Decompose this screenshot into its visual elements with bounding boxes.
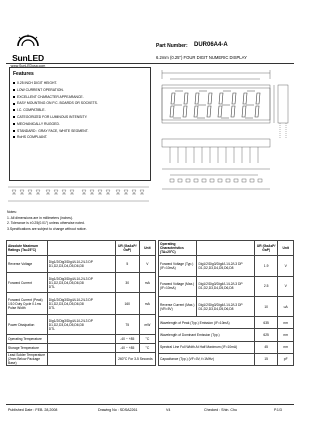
table-row: Wavelength of Peak (Typ.) Emission (IF=10mA) 635 nm: [159, 317, 294, 329]
bullet-icon: [13, 136, 15, 138]
absolute-max-ratings-table: [6, 240, 156, 366]
table-row: Forward Voltage (Typ.) (IF=10mA) Dig1/2/Dig3/Dig4/L1/L2/L3 DP D1,D2,D3,D4,D5,D6,D8 1.9 V: [159, 256, 294, 276]
part-number-value: DUR06A4-A: [194, 42, 228, 48]
logo-sun-icon: [6, 34, 50, 48]
bullet-icon: [13, 116, 15, 118]
feature-item: I.C. COMPATIBLE.: [13, 107, 98, 114]
specs-tables: [6, 240, 294, 366]
bullet-icon: [13, 130, 15, 132]
feature-item: LOW CURRENT OPERATION.: [13, 87, 98, 94]
features-list: [13, 80, 98, 141]
published-date: Published Date : FEB. 28,2008: [8, 408, 58, 412]
oc-col-unit: Unit: [278, 241, 294, 256]
table-row: Storage Temperature -40 ~ +85 °C: [7, 344, 156, 353]
feature-item: CATEGORIZED FOR LUMINOUS INTENSITY.: [13, 114, 98, 121]
note-line: 1. All dimensions are in millimeters (inches).: [7, 215, 73, 220]
part-number-label: Part Number:: [156, 43, 188, 49]
page-number: P.1/3: [274, 408, 282, 412]
product-subtitle: 6.2mm (0.25") FOUR DIGIT NUMERIC DISPLAY: [156, 55, 247, 60]
table-row: Power Dissipation Dig1/2/Dig3/Dig4/L1/L2/L3 DP D1,D2,D3,D4,D5,D6,D8 DTL 75 mW: [7, 315, 156, 335]
checked-by: Checked : Shin. Chu: [204, 408, 237, 412]
bullet-icon: [13, 82, 15, 84]
table-row: Reverse Voltage Dig1/2/Dig3/Dig4/L1/L2/L3 DP D1,D2,D3,D4,D5,D6,D8 5 V: [7, 256, 156, 273]
table-row: Forward Current Dig1/2/Dig3/Dig4/L1/L2/L3 DP D1,D2,D3,D4,D5,D6,D8 DTL 30 mA: [7, 273, 156, 293]
bullet-icon: [13, 89, 15, 91]
table-row: Forward Current (Peak) 1/10 Duty Cycle 0.1ms Pulse Width Dig1/2/Dig3/Dig4/L1/L2/L3 DP D1,D2,D3,D4,D5,D6,D8 DTL 160 mA: [7, 293, 156, 315]
logo-url: www.SunLEDusa.com: [10, 64, 46, 68]
package-dimension-drawing: [150, 67, 295, 203]
drawing-number: Drawing No : SDSA2261: [98, 408, 138, 412]
notes-block: [7, 210, 87, 232]
header-divider: [6, 63, 294, 64]
bullet-icon: [13, 123, 15, 125]
table-row: Operating Temperature -40 ~ +85 °C: [7, 335, 156, 344]
feature-item: EXCELLENT CHARACTER APPEARANCE.: [13, 94, 98, 101]
features-title: Features: [13, 71, 34, 77]
oc-title: Operating Characteristics (TA=25°C): [159, 241, 197, 256]
operating-characteristics-table: [158, 240, 294, 366]
table-row: Lead Solder Temperature (2mm Below Package Base) 260°C For 3-5 Seconds: [7, 353, 156, 366]
amr-col-unit: Unit: [139, 241, 155, 256]
notes-heading: Notes:: [7, 210, 17, 214]
table-row: Forward Voltage (Max.) (IF=10mA) Dig1/2/Dig3/Dig4/L1/L2/L3 DP D1,D2,D3,D4,D5,D6,D8 2.5 V: [159, 276, 294, 296]
bullet-icon: [13, 96, 15, 98]
amr-title: Absolute Maximum Ratings (Ta=25°C): [7, 241, 48, 256]
table-row: Reverse Current (Max.) (VR=5V) Dig1/2/Dig3/Dig4/L1/L2/L3 DP D1,D2,D3,D4,D5,D6,D8 10 uA: [159, 296, 294, 316]
bullet-icon: [13, 109, 15, 111]
feature-item: MECHANICALLY RUGGED.: [13, 121, 98, 128]
table-row: Wavelength of Dominant Emission (Typ.) 625 nm: [159, 329, 294, 341]
version: V4: [166, 408, 171, 412]
table-row: Capacitance (Typ.) (VF=0V, f=1MHz) 15 pF: [159, 353, 294, 365]
logo-wordmark: SunLED: [12, 53, 44, 63]
feature-item: 0.25 INCH DIGIT HEIGHT.: [13, 80, 98, 87]
table-row: Spectral Line Full Width At Half Maximum (IF=10mA) 45 nm: [159, 341, 294, 353]
feature-item: STANDARD : GRAY FACE, WHITE SEGMENT.: [13, 128, 98, 135]
features-box: [9, 67, 151, 181]
page-footer: [6, 404, 294, 415]
amr-col-ur: UR (GaAsP/ GaP): [115, 241, 139, 256]
feature-item: RoHS COMPLIANT.: [13, 134, 98, 141]
note-line: 2. Tolerance is ±0.25(0.01") unless otherwise noted.: [7, 221, 85, 226]
internal-circuit-diagram: [6, 183, 151, 205]
bullet-icon: [13, 103, 15, 105]
feature-item: EASY MOUNTING ON P.C. BOARDS OR SOCKETS.: [13, 100, 98, 107]
oc-col-ur: UR (GaAsP/ GaP): [254, 241, 277, 256]
note-line: 3.Specifications are subject to change without notice.: [7, 226, 87, 231]
